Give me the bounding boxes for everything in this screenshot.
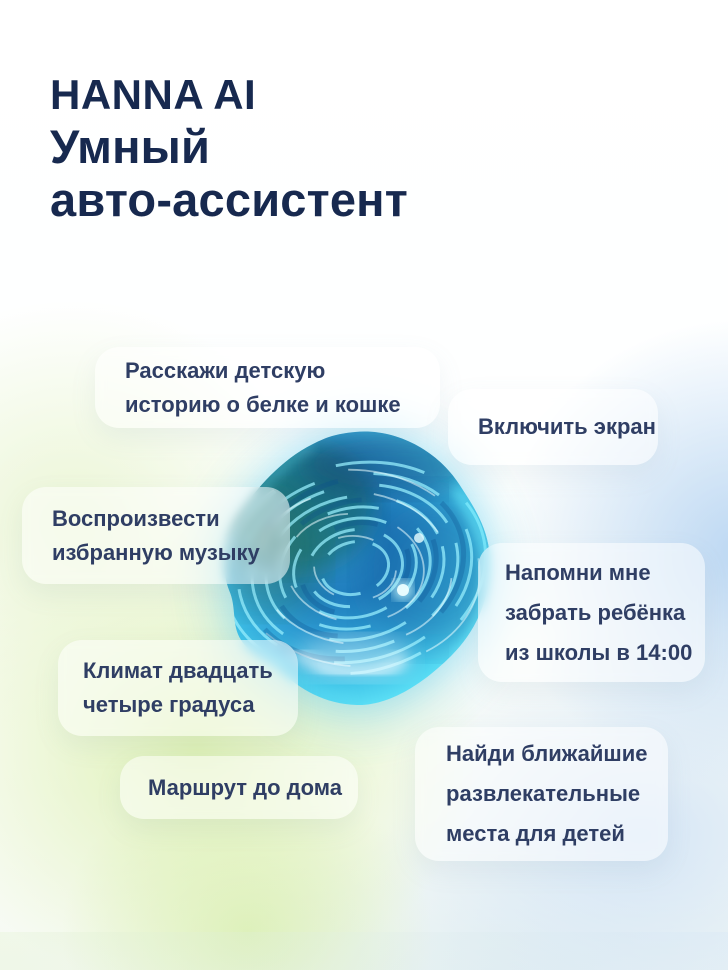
bubble-music: [22, 487, 290, 584]
bubble-line: места для детей: [446, 821, 625, 846]
bubble-line: четыре градуса: [83, 692, 255, 717]
bubble-line: Воспроизвести: [52, 505, 220, 531]
bubble-screen: [448, 389, 658, 465]
bubble-line: Включить экран: [478, 414, 656, 439]
bubble-line: Маршрут до дома: [148, 774, 342, 800]
bubble-line: Климат двадцать: [83, 658, 273, 683]
bubble-places: [415, 727, 668, 861]
bubble-climate: [58, 640, 298, 736]
bottom-tint-band: [0, 932, 728, 970]
bubble-line: из школы в 14:00: [505, 639, 693, 665]
bubble-line: Расскажи детскую: [125, 357, 326, 383]
bubble-line: развлекательные: [446, 781, 641, 806]
subtitle-line-2: авто-ассистент: [50, 173, 408, 226]
bubble-line: избранную музыку: [52, 539, 260, 565]
bubble-story: [95, 347, 440, 428]
bubble-line: Напомни мне: [505, 559, 651, 585]
bubble-line: историю о белке и кошке: [125, 391, 401, 417]
bubble-line: Найди ближайшие: [446, 741, 648, 766]
bubble-line: забрать ребёнка: [505, 599, 686, 625]
bubble-reminder: [478, 543, 705, 682]
subtitle-line-1: Умный: [50, 120, 211, 173]
bubble-route: [120, 756, 358, 819]
brand-name: HANNA AI: [50, 71, 257, 118]
page-title: [50, 70, 408, 226]
